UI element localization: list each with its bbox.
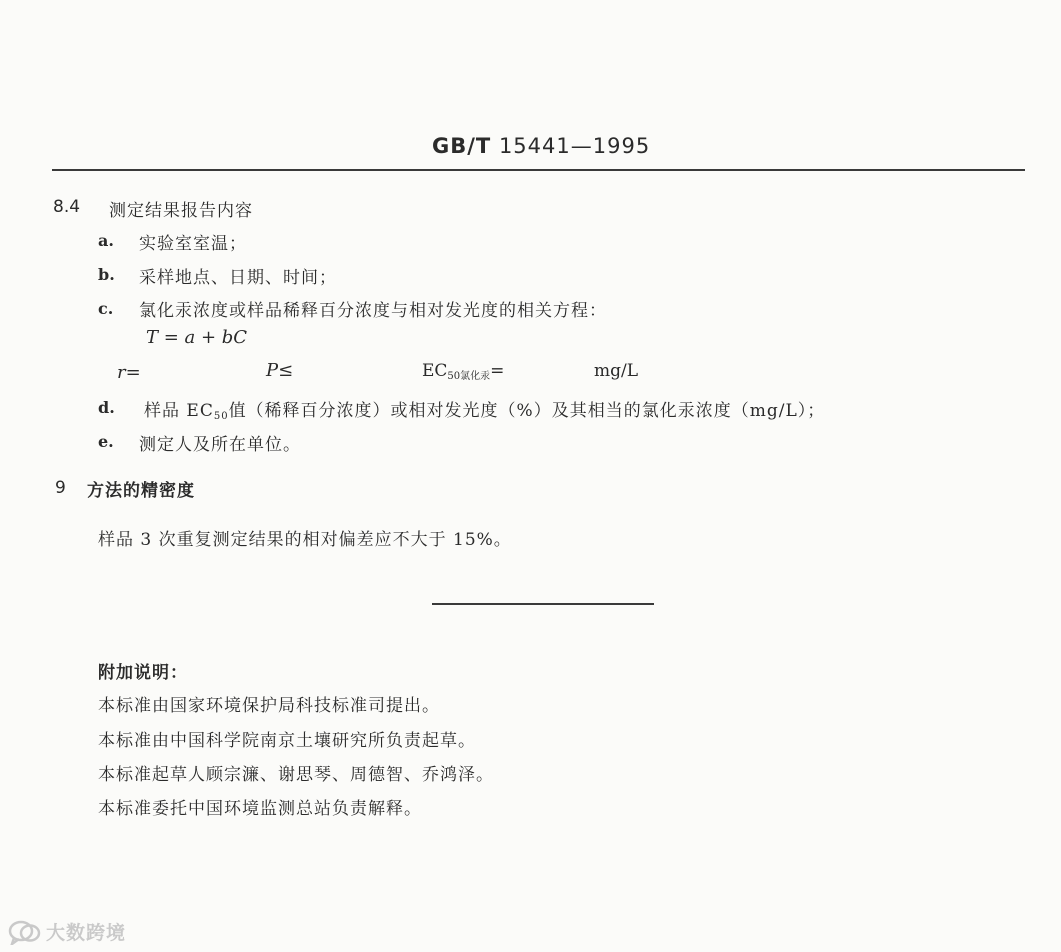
p-label: P≤	[266, 360, 294, 381]
ec50-label	[422, 361, 504, 382]
item-d-letter: d.	[98, 398, 115, 417]
item-a-letter: a.	[98, 231, 114, 250]
ec50-subscript: 50氯化汞	[447, 371, 491, 382]
watermark-text: 大数跨境	[46, 922, 127, 944]
item-d-text-before: 样品 EC	[144, 401, 214, 421]
item-d-text	[144, 396, 825, 422]
ec50-equals: =	[490, 361, 505, 381]
item-c-text: 氯化汞浓度或样品稀释百分浓度与相对发光度的相关方程：	[139, 301, 607, 321]
appendix-line: 本标准委托中国环境监测总站负责解释。	[98, 799, 422, 819]
standard-code	[432, 134, 650, 158]
end-divider	[432, 603, 654, 605]
section-9-number: 9	[55, 478, 66, 498]
chat-bubble-icon	[8, 919, 42, 945]
appendix-line: 本标准由国家环境保护局科技标准司提出。	[98, 696, 440, 716]
section-9-body: 样品 3 次重复测定结果的相对偏差应不大于 15%。	[98, 530, 512, 550]
appendix-line: 本标准由中国科学院南京土壤研究所负责起草。	[98, 731, 476, 751]
section-8-4-number: 8.4	[53, 197, 81, 217]
item-d-subscript: 50	[213, 411, 229, 422]
item-e-letter: e.	[98, 432, 114, 451]
section-8-4-title: 测定结果报告内容	[109, 201, 253, 221]
standard-code-number: 15441—1995	[498, 134, 651, 158]
standard-code-prefix: GB/T	[432, 134, 492, 158]
ec50-unit: mg/L	[594, 361, 639, 381]
header-divider	[52, 169, 1025, 171]
item-b-text: 采样地点、日期、时间；	[139, 268, 337, 288]
item-c-letter: c.	[98, 299, 114, 318]
item-e-text: 测定人及所在单位。	[139, 435, 301, 455]
appendix-title: 附加说明：	[98, 663, 188, 683]
regression-equation: T = a + bC	[146, 327, 248, 348]
section-9-title: 方法的精密度	[87, 481, 195, 501]
item-b-letter: b.	[98, 265, 115, 284]
item-a-text: 实验室室温；	[139, 234, 247, 254]
item-d-text-after: 值（稀释百分浓度）或相对发光度（%）及其相当的氯化汞浓度（mg/L）；	[228, 401, 826, 421]
r-label: r=	[117, 362, 141, 383]
ec50-prefix: EC	[422, 361, 448, 381]
watermark	[8, 918, 126, 945]
appendix-line: 本标准起草人顾宗濂、谢思琴、周德智、乔鸿泽。	[98, 765, 494, 785]
